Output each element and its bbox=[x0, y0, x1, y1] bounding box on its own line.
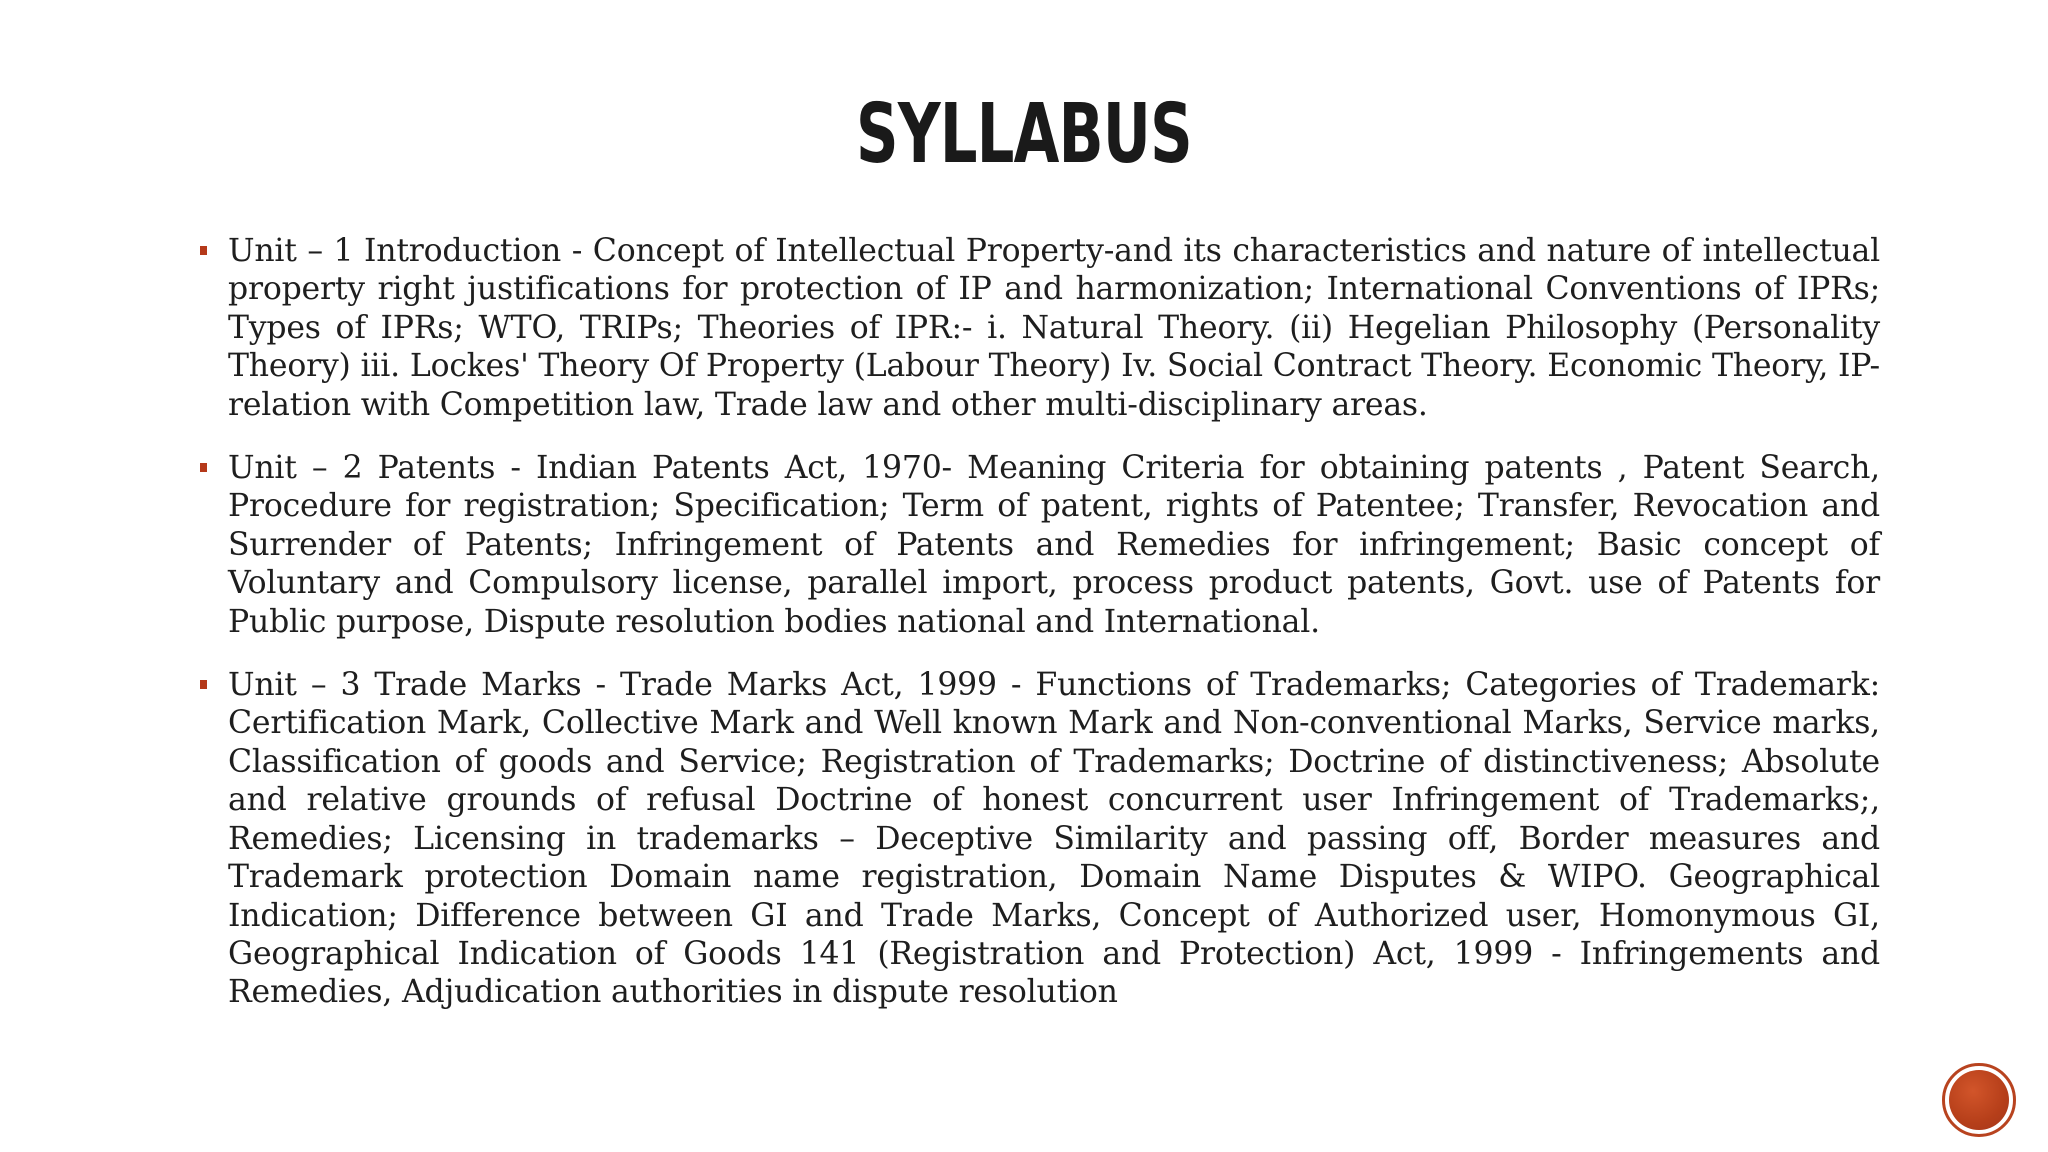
unit-text: Unit – 3 Trade Marks - Trade Marks Act, 1999 - Functions of Trademarks; Categories of Trademark: Certification Mark, Collective Mark and Well known Mark and Non-conventional Marks, Service marks, Classification of goods and Service; Registration of Trademarks; Doctrine of distinctiveness; Absolute and relative grounds of refusal Doctrine of honest concurrent user Infringement of Trademarks;, Remedies; Licensing in trademarks – Deceptive Similarity and passing off, Border measures and Trademark protection Domain name registration, Domain Name Disputes & WIPO. Geographical Indication; Difference between GI and Trade Marks, Concept of Authorized user, Homonymous GI, Geographical Indication of Goods 141 (Registration and Protection) Act, 1999 - Infringements and Remedies, Adjudication authorities in dispute resolution bbox=[228, 667, 1880, 1011]
syllabus-list bbox=[200, 232, 1880, 1037]
orange-circle-badge-icon bbox=[1942, 1063, 2016, 1137]
unit-item-3 bbox=[200, 666, 1880, 1012]
unit-item-2 bbox=[200, 449, 1880, 641]
unit-text: Unit – 2 Patents - Indian Patents Act, 1970- Meaning Criteria for obtaining patents , Patent Search, Procedure for registration; Specification; Term of patent, rights of Patentee; Transfer, Revocation and Surrender of Patents; Infringement of Patents and Remedies for infringement; Basic concept of Voluntary and Compulsory license, parallel import, process product patents, Govt. use of Patents for Public purpose, Dispute resolution bodies national and International. bbox=[228, 450, 1880, 640]
slide-title: SYLLABUS bbox=[856, 87, 1192, 182]
square-bullet-icon bbox=[200, 680, 207, 689]
square-bullet-icon bbox=[200, 463, 207, 472]
badge-fill bbox=[1949, 1070, 2009, 1130]
unit-item-1 bbox=[200, 232, 1880, 424]
unit-text: Unit – 1 Introduction - Concept of Intellectual Property-and its characteristics and nature of intellectual property right justifications for protection of IP and harmonization; International Conventions of IPRs; Types of IPRs; WTO, TRIPs; Theories of IPR:- i. Natural Theory. (ii) Hegelian Philosophy (Personality Theory) iii. Lockes' Theory Of Property (Labour Theory) Iv. Social Contract Theory. Economic Theory, IP- relation with Competition law, Trade law and other multi-disciplinary areas. bbox=[228, 233, 1880, 423]
square-bullet-icon bbox=[200, 246, 207, 255]
